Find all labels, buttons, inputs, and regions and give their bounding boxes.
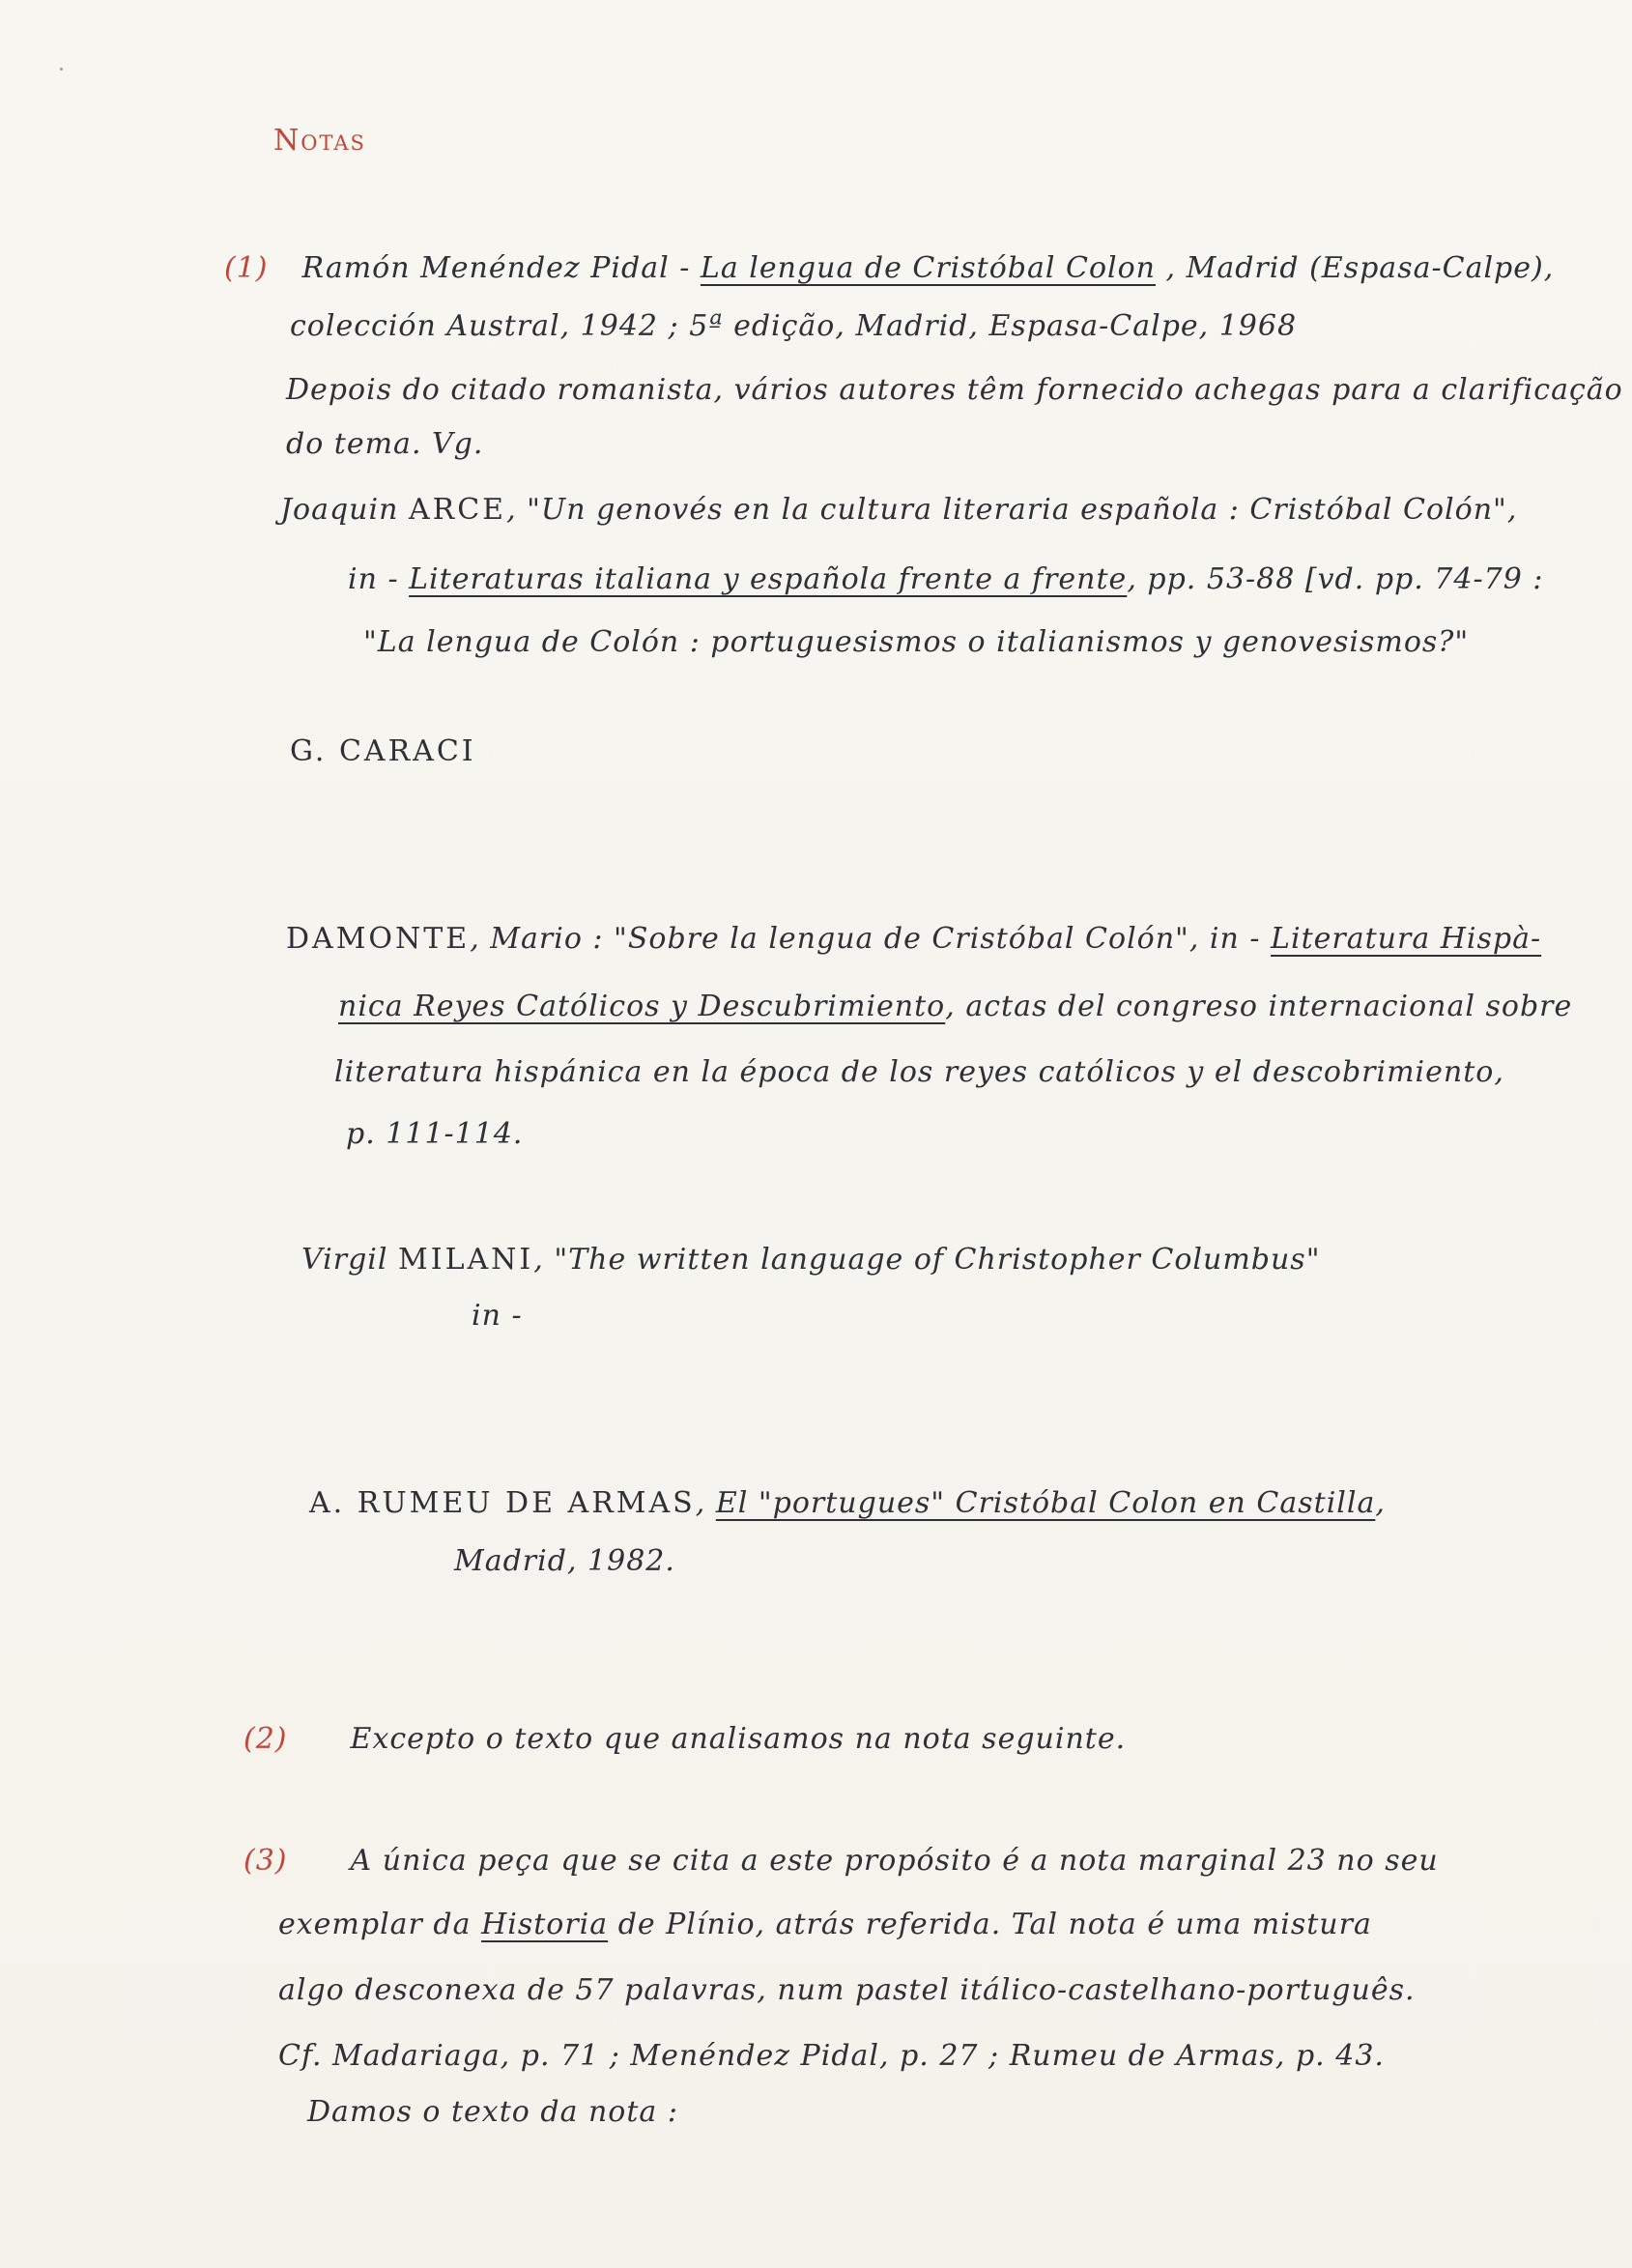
milani-in: in -	[472, 1299, 523, 1333]
rumeu-end: ,	[1375, 1486, 1386, 1520]
damonte-book-title-a: Literatura Hispà-	[1271, 922, 1542, 956]
note3-text2b: de Plínio, atrás referida. Tal nota é uma mistura	[608, 1908, 1372, 1941]
note1-line4: do tema. Vg.	[286, 427, 484, 461]
rumeu-publication: Madrid, 1982.	[454, 1544, 675, 1578]
rumeu-comma: ,	[695, 1486, 716, 1520]
note2-number: (2)	[243, 1722, 288, 1756]
milani-line1	[301, 1241, 1321, 1279]
damonte-book-title-b: nica Reyes Católicos y Descubrimiento	[338, 990, 946, 1023]
arce-surname: ARCE	[408, 493, 507, 527]
arce-book-title: Literaturas italiana y española frente a frente	[409, 562, 1128, 596]
note3-text1: A única peça que se cita a este propósito é a nota marginal 23 no seu	[350, 1844, 1439, 1878]
rumeu-author: A. RUMEU DE ARMAS	[309, 1486, 696, 1520]
note3-line1	[243, 1842, 1439, 1880]
note1-line1	[224, 249, 1554, 288]
damonte-line1	[286, 920, 1541, 959]
note3-historia-title: Historia	[481, 1908, 609, 1941]
note3-line2	[278, 1906, 1372, 1944]
note3-line3: algo desconexa de 57 palavras, num pastel itálico-castelhano-português.	[278, 1973, 1416, 2007]
rumeu-book-title: El "portugues" Cristóbal Colon en Castilla	[715, 1486, 1376, 1520]
arce-in: in -	[348, 562, 410, 596]
note1-book-title: La lengua de Cristóbal Colon	[700, 251, 1156, 285]
note3-line5: Damos o texto da nota :	[307, 2095, 678, 2129]
note1-author: Ramón Menéndez Pidal -	[301, 251, 701, 285]
damonte-surname: DAMONTE	[286, 922, 471, 956]
arce-article: , "Un genovés en la cultura literaria española : Cristóbal Colón",	[506, 493, 1518, 527]
damonte-line3: literatura hispánica en la época de los reyes católicos y el descobrimiento,	[334, 1055, 1504, 1089]
note1-line3: Depois do citado romanista, vários autores têm fornecido achegas para a clarificação	[286, 373, 1623, 407]
damonte-line2	[338, 988, 1572, 1026]
page-heading: Notas	[273, 124, 366, 158]
note2-line	[243, 1720, 1126, 1759]
arce-line3: "La lengua de Colón : portuguesismos o italianismos y genovesismos?"	[363, 625, 1470, 659]
note1-number: (1)	[224, 251, 269, 285]
arce-name: Joaquin	[280, 493, 409, 527]
rumeu-line1	[309, 1484, 1386, 1523]
note1-publisher: , Madrid (Espasa-Calpe),	[1165, 251, 1555, 285]
milani-surname: MILANI	[398, 1243, 534, 1277]
note3-text2a: exemplar da	[278, 1908, 482, 1941]
arce-line2	[348, 560, 1543, 599]
milani-name: Virgil	[301, 1243, 399, 1277]
damonte-article: , Mario : "Sobre la lengua de Cristóbal Colón", in -	[470, 922, 1272, 956]
note3-line4: Cf. Madariaga, p. 71 ; Menéndez Pidal, p. 27 ; Rumeu de Armas, p. 43.	[278, 2039, 1385, 2073]
arce-line1	[280, 491, 1517, 530]
milani-article: , "The written language of Christopher Columbus"	[533, 1243, 1321, 1277]
caraci-line: G. CARACI	[290, 734, 476, 768]
note3-number: (3)	[243, 1844, 288, 1878]
arce-pages: , pp. 53-88 [vd. pp. 74-79 :	[1127, 562, 1544, 596]
note2-text: Excepto o texto que analisamos na nota seguinte.	[350, 1722, 1127, 1756]
damonte-proceedings: , actas del congreso internacional sobre	[945, 990, 1573, 1023]
paper-speck	[60, 68, 63, 71]
note1-line2: colección Austral, 1942 ; 5ª edição, Madrid, Espasa-Calpe, 1968	[290, 309, 1298, 343]
damonte-pages: p. 111-114.	[346, 1117, 524, 1151]
